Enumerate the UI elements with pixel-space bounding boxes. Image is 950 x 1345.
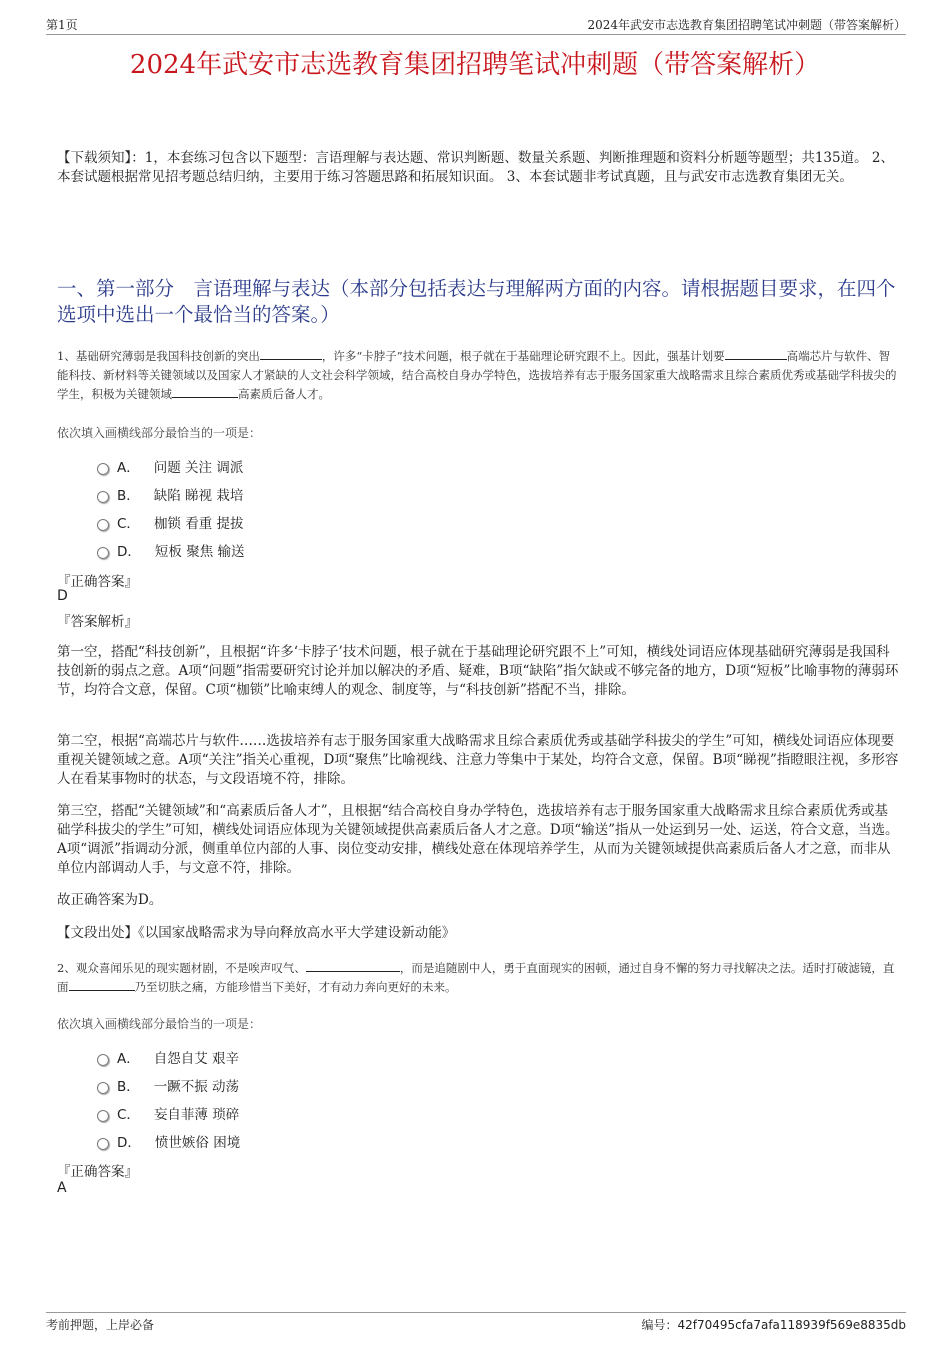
q2-option-d[interactable]: D． 愤世嫉俗 困境 [97,1131,240,1151]
analysis-conclusion: 故正确答案为D。 [57,892,163,908]
radio-button[interactable] [97,463,109,475]
page-number: 第1页 [46,18,78,32]
q2-answer: A [57,1180,67,1196]
analysis-paragraph: 第三空，搭配“关键领域”和“高素质后备人才”，且根据“结合高校自身办学特色，选拔培养有志于服务国家重大战略需求且综合素质优秀或基础学科拔尖的学生”可知，横线处词语应体现为关键领域提供高素质后备人才之意。D项“输送”指从一处运到另一处、运送，符合文意，当选。A项“调派”指调动分派，侧重单位内部的人事、岗位变动安排，横线处意在体现培养学生，从而为关键领域提供高素质后备人才之意，而非从单位内部调动人手，与文意不符，排除。 [57,803,899,876]
footer-code: 编号：42f70495cfa7afa118939f569e8835db [641,1318,906,1332]
q2-answer-label: 『正确答案』 [57,1164,138,1180]
radio-button[interactable] [97,1054,109,1066]
document-title: 2024年武安市志选教育集团招聘笔试冲刺题（带答案解析） [129,50,821,80]
download-notice: 【下载须知】：1，本套练习包含以下题型：言语理解与表达题、常识判断题、数量关系题、判断推理题和资料分析题等题型；共135道。 2、本套试题根据常见招考题总结归纳，主要用于练习答题思路和拓展知识面。 3、本套试题非考试真题，且与武安市志选教育集团无关。 [57,150,894,185]
question-2-prompt: 依次填入画横线部分最恰当的一项是： [57,1017,262,1031]
blank-line [260,347,322,360]
q1-option-a[interactable]: A． 问题 关注 调派 [97,456,243,476]
q2-option-c[interactable]: C． 妄自菲薄 琐碎 [97,1103,239,1123]
footer-slogan: 考前押题，上岸必备 [46,1318,155,1332]
question-2-stem: 2、观众喜闻乐见的现实题材剧，不是唉声叹气、 ，而是追随剧中人，勇于直面现实的困顿，通过自身不懈的努力寻找解决之法。适时打破滤镜，直面 乃至切肤之痛，方能珍惜当下美好，才有动力奔向更好的未来。 [57,961,895,994]
radio-button[interactable] [97,491,109,503]
q1-option-b[interactable]: B． 缺陷 睇视 栽培 [97,484,243,504]
q1-option-d[interactable]: D． 短板 聚焦 输送 [97,540,245,560]
q1-option-c[interactable]: C． 枷锁 看重 提拔 [97,512,244,532]
q2-option-a[interactable]: A． 自怨自艾 艰辛 [97,1047,239,1067]
blank-line [725,347,787,360]
header-doc-title: 2024年武安市志选教育集团招聘笔试冲刺题（带答案解析） [587,18,906,32]
radio-button[interactable] [97,1138,109,1150]
blank-line [306,959,400,972]
page-header [46,16,906,35]
section-title: 一、第一部分 言语理解与表达（本部分包括表达与理解两方面的内容。请根据题目要求，在四个选项中选出一个最恰当的答案。） [57,277,896,326]
analysis-paragraph: 第二空，根据“高端芯片与软件……选拔培养有志于服务国家重大战略需求且综合素质优秀或基础学科拔尖的学生”可知，横线处词语应体现要重视关键领域之意。A项“关注”指关心重视，D项“聚焦”比喻视线、注意力等集中于某处，均符合文意，保留。B项“睇视”指瞪眼注视，多形容人在看某事物时的状态，与文段语境不符，排除。 [57,733,899,787]
radio-button[interactable] [97,1082,109,1094]
passage-source: 【文段出处】《以国家战略需求为导向释放高水平大学建设新动能》 [57,925,456,941]
blank-line [172,385,238,398]
q1-analysis-label: 『答案解析』 [57,614,138,630]
q1-answer: D [57,588,68,604]
radio-button[interactable] [97,1110,109,1122]
analysis-paragraph: 第一空，搭配“科技创新”，且根据“许多‘卡脖子’技术问题，根子就在于基础理论研究跟不上”可知，横线处词语应体现基础研究薄弱是我国科技创新的弱点之意。A项“问题”指需要研究讨论并加以解决的矛盾、疑难，B项“缺陷”指欠缺或不够完备的地方，D项“短板”比喻事物的薄弱环节，均符合文意，保留。C项“枷锁”比喻束缚人的观念、制度等，与“科技创新”搭配不当，排除。 [57,644,899,698]
question-1-stem: 1、基础研究薄弱是我国科技创新的突出 ，许多“卡脖子”技术问题，根子就在于基础理论研究跟不上。因此，强基计划要 高端芯片与软件、智能科技、新材料等关键领域以及国家人才紧缺的人文社会科学领域，结合高校自身办学特色，选拔培养有志于服务国家重大战略需求且综合素质优秀或基础学科拔尖的学生，积极为关键领域 高素质后备人才。 [57,349,897,401]
radio-button[interactable] [97,519,109,531]
radio-button[interactable] [97,547,109,559]
page-footer [46,1312,906,1333]
blank-line [69,978,135,991]
question-1-prompt: 依次填入画横线部分最恰当的一项是： [57,426,262,440]
q1-answer-label: 『正确答案』 [57,574,138,590]
q2-option-b[interactable]: B． 一蹶不振 动荡 [97,1075,239,1095]
